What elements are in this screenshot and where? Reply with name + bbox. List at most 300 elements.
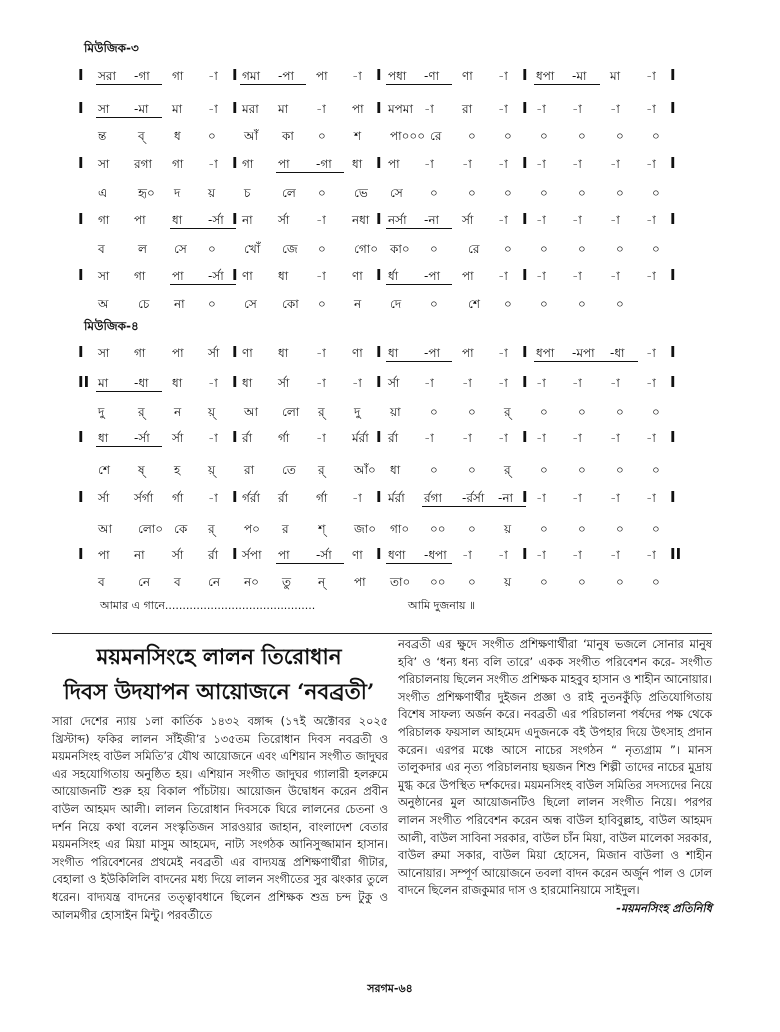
note: -া xyxy=(316,269,326,283)
lyric-syllable: গা০ xyxy=(390,522,410,536)
notation-line xyxy=(78,101,698,121)
note: পা xyxy=(98,548,110,562)
note: র্সা xyxy=(208,346,220,360)
lyric-syllable: ০ xyxy=(578,129,586,143)
note: -া xyxy=(610,213,620,227)
note: মা xyxy=(610,69,621,83)
bar-line: II xyxy=(78,373,90,391)
notation-line xyxy=(78,375,698,395)
lyric-syllable: ০ xyxy=(430,405,438,419)
bar-line: I xyxy=(78,545,84,563)
lyric-syllable: নে xyxy=(208,575,221,589)
note: ধা xyxy=(388,346,399,360)
note: -া xyxy=(536,491,546,505)
lyric-syllable: ব্ xyxy=(138,129,145,143)
lyric-syllable: আ xyxy=(244,405,258,419)
note: নধা xyxy=(352,213,370,227)
notation-line xyxy=(78,212,698,232)
note: -মা xyxy=(134,102,149,116)
lyric-syllable: ধ xyxy=(174,129,181,143)
lyric-syllable: ০ xyxy=(652,242,660,256)
lyric-syllable: জা০ xyxy=(354,522,377,536)
note: -া xyxy=(646,376,656,390)
bar-line: I xyxy=(376,210,382,228)
bar-line: I xyxy=(232,154,238,172)
note: -া xyxy=(208,431,218,445)
lyric-syllable: হৃ০ xyxy=(138,186,155,200)
headline-line-1: ময়মনসিংহে লালন তিরোধান xyxy=(96,645,342,670)
lyric-syllable: ন xyxy=(174,405,182,419)
note: ধা xyxy=(352,157,363,171)
note: ণা xyxy=(462,69,473,83)
article-right-text: নবব্রতী এর ক্ষুদে সংগীত প্রশিক্ষণার্থীরা ‘মানুষ ভজলে সোনার মানুষ হবি’ ও ‘ধন্য ধন্য বলি তারে’ একক সংগীত পরিবেশন করে- সংগীত পরিচালনায় ছিলেন সংগীত প্রশিক্ষক মাহবুব হাসান ও শাহীন আনোয়ার। সংগীত প্রশিক্ষণার্থীর দুইজন প্রজ্ঞা ও রাই নুতনকুঁড়ি প্রতিযোগিতায় বিশেষ সাফল্য অর্জন করে। নবব্রতী এর পরিচালনা পর্ষদের পক্ষ থেকে পরিচালক ফয়সাল আহমেদ এদুজনকে বই উপহার দিয়ে উৎসাহ প্রদান করেন। এরপর মঞ্চে আসে নাচের সংগঠন “ নৃত্যগ্রাম ”। মানস তালুকদার এর নৃত্য পরিচালনায় ছয়জন শিশু শিল্পী তাদের নাচের মুদ্রায় মুগ্ধ করে উপস্থিত দর্শকদের। ময়মনসিংহ বাউল সমিতির সদস্যদের নিয়ে অনুষ্ঠানের মুল আয়োজনটিও ছিলো লালন সংগীত নিয়ে। পরপর লালন সংগীত পরিবেশন করেন অন্ধ বাউল হাবিবুল্লাহ, বাউল আহমদ আলী, বাউল সাবিনা সরকার, বাউল চাঁন মিয়া, বাউল মালেকা সরকার, বাউল রুমা সকার, বাউল মিয়া হোসেন, মিজান বাউলা ও শাহীন আনোয়ার। সম্পূর্ণ আয়োজনে তবলা বাদন করেন অর্জুন পাল ও ঢোল বাদনে ছিলেন রাজকুমার দাস ও হারমোনিয়ামে সাইদুল। xyxy=(398,638,712,898)
closing-line-right: আমি দুজনায় ॥ xyxy=(408,599,476,612)
note: না xyxy=(242,213,253,227)
lyric-syllable: ০ xyxy=(616,242,624,256)
note: -া xyxy=(462,431,472,445)
note-underline xyxy=(240,84,306,85)
note: ধপা xyxy=(536,69,555,83)
note: -া xyxy=(424,102,434,116)
bar-line: I xyxy=(376,488,382,506)
bar-line: I xyxy=(670,66,676,84)
bar-line: I xyxy=(670,343,676,361)
lyric-syllable: ০ xyxy=(504,129,512,143)
bar-line: I xyxy=(78,488,84,506)
note: -া xyxy=(498,548,508,562)
lyric-syllable: ০ xyxy=(468,522,476,536)
notation-line xyxy=(78,345,698,365)
note: -া xyxy=(462,157,472,171)
note: পা xyxy=(316,69,328,83)
lyric-syllable: ০ xyxy=(578,463,586,477)
lyric-syllable: ০ xyxy=(616,297,624,311)
bar-line: I xyxy=(78,210,84,228)
lyric-syllable: চে xyxy=(138,297,150,311)
lyric-syllable: আঁ০ xyxy=(354,463,376,477)
note-underline xyxy=(386,284,452,285)
lyric-syllable: দু xyxy=(354,405,361,419)
lyric-syllable: তু xyxy=(282,575,292,589)
note: -া xyxy=(316,431,326,445)
note: -া xyxy=(610,431,620,445)
lyric-syllable: কা xyxy=(282,129,294,143)
bar-line: I xyxy=(670,99,676,117)
note: র্রা xyxy=(242,431,253,445)
lyric-line xyxy=(78,128,698,148)
note: -া xyxy=(352,69,362,83)
bar-line: I xyxy=(670,428,676,446)
lyric-syllable: ব xyxy=(174,575,181,589)
lyric-line xyxy=(78,241,698,261)
note: ণা xyxy=(352,346,363,360)
bar-line: I xyxy=(522,154,528,172)
note: ধপা xyxy=(536,346,555,360)
section-divider xyxy=(52,633,712,634)
note: -া xyxy=(572,376,582,390)
note: পা xyxy=(172,269,184,283)
lyric-syllable: য়া xyxy=(390,405,401,419)
note: -না xyxy=(424,213,439,227)
lyric-syllable: শ xyxy=(354,129,362,143)
note: র্সা xyxy=(388,376,400,390)
note: -র্রর্সা xyxy=(462,491,485,505)
lyric-syllable: ল xyxy=(138,242,147,256)
note: -া xyxy=(316,346,326,360)
lyric-syllable: দ xyxy=(174,186,181,200)
lyric-syllable: ধা xyxy=(390,463,401,477)
note: -া xyxy=(498,376,508,390)
note: -া xyxy=(208,157,218,171)
note: পা xyxy=(388,157,400,171)
note: -া xyxy=(610,157,620,171)
lyric-syllable: ০ xyxy=(430,186,438,200)
note: ধা xyxy=(172,213,183,227)
note: -া xyxy=(572,491,582,505)
lyric-syllable: য় xyxy=(504,575,512,589)
lyric-syllable: ০ xyxy=(504,242,512,256)
lyric-syllable: ০ xyxy=(318,297,326,311)
note: গা xyxy=(134,269,146,283)
lyric-syllable: র্ xyxy=(318,463,325,477)
lyric-syllable: ০ xyxy=(540,463,548,477)
note: র্গা xyxy=(172,491,184,505)
note: র্রা xyxy=(278,491,289,505)
lyric-syllable: ০ xyxy=(652,186,660,200)
bar-line: I xyxy=(232,373,238,391)
note: র্সা xyxy=(462,213,474,227)
note: পা xyxy=(462,269,474,283)
note: -া xyxy=(610,269,620,283)
lyric-syllable: সে xyxy=(390,186,403,200)
bar-line: I xyxy=(232,99,238,117)
lyric-syllable: ভে xyxy=(354,186,368,200)
note: গা xyxy=(172,157,184,171)
note: -া xyxy=(572,157,582,171)
lyric-line xyxy=(78,404,698,424)
note: পা xyxy=(352,102,364,116)
notation-line xyxy=(78,490,698,510)
bar-line: I xyxy=(232,488,238,506)
lyric-syllable: দে xyxy=(390,297,402,311)
note: ণা xyxy=(352,269,363,283)
bar-line: II xyxy=(670,545,682,563)
note: র্রা xyxy=(208,548,219,562)
lyric-line xyxy=(78,521,698,541)
lyric-syllable: র্ xyxy=(504,405,511,419)
note: ধা xyxy=(98,431,109,445)
note: -া xyxy=(610,548,620,562)
lyric-syllable: ব xyxy=(98,242,105,256)
lyric-syllable: ০ xyxy=(652,463,660,477)
lyric-syllable: আঁ xyxy=(244,129,258,143)
note: -া xyxy=(316,213,326,227)
note: সরা xyxy=(98,69,117,83)
lyric-syllable: য়্ xyxy=(208,405,216,419)
lyric-syllable: জে xyxy=(282,242,298,256)
note: মরা xyxy=(242,102,259,116)
notation-line xyxy=(78,156,698,176)
note-underline xyxy=(96,84,162,85)
lyric-syllable: ০ xyxy=(468,463,476,477)
note: -া xyxy=(572,548,582,562)
note: -া xyxy=(646,431,656,445)
note: সা xyxy=(98,269,110,283)
bar-line: I xyxy=(232,343,238,361)
lyric-syllable: ০ xyxy=(468,129,476,143)
lyric-syllable: আ xyxy=(98,522,112,536)
note: -র্সা xyxy=(208,269,224,283)
lyric-syllable: ০ xyxy=(318,129,326,143)
bar-line: I xyxy=(232,210,238,228)
note: ণা xyxy=(352,548,363,562)
bar-line: I xyxy=(670,210,676,228)
lyric-syllable: ০ xyxy=(578,242,586,256)
note: -া xyxy=(536,376,546,390)
note: র্ধা xyxy=(388,269,399,283)
note: -া xyxy=(498,346,508,360)
note-underline xyxy=(422,506,526,507)
note: -া xyxy=(316,102,326,116)
lyric-syllable: ০ xyxy=(616,522,624,536)
section-title: মিউজিক-৪ xyxy=(84,319,139,333)
note: মা xyxy=(172,102,183,116)
note: -া xyxy=(352,491,362,505)
note: -া xyxy=(536,102,546,116)
bar-line: I xyxy=(670,154,676,172)
note: -গা xyxy=(134,69,150,83)
lyric-syllable: ০ xyxy=(318,242,326,256)
note: -া xyxy=(610,102,620,116)
article-left-text: সারা দেশের ন্যায় ১লা কার্তিক ১৪৩২ বঙ্গাব্দ (১৭ই অক্টোবর ২০২৫ খ্রিস্টাব্দ) ফকির লালন সাঁইজী’র ১৩৫তম তিরোধান দিবস নবব্রতী ও ময়মনসিংহ বাউল সমিতি’র যৌথ আয়োজনে এবং এশিয়ান সংগীত জাদুঘর এর সহযোগিতায় অনুষ্ঠিত হয়। এশিয়ান সংগীত জাদুঘর গ্যালারী হলরুমে আয়োজনটি শুরু হয় বিকাল পাঁচটায়। আয়োজন উদ্বোধন করেন প্রবীন বাউল আহমদ আলী। লালন তিরোধান দিবসকে ঘিরে লালনের চেতনা ও দর্শন নিয়ে কথা বলেন সংস্কৃতিজন সারওয়ার জাহান, বাংলাদেশ বেতার ময়মনসিংহ এর মিয়া মাসুম আহমেদ, নাট্য সংগঠক আনিসুজ্জামান হাসান। সংগীত পরিবেশনের প্রথমেই নবব্রতী এর বাদ্যযন্ত্র প্রশিক্ষণার্থীরা গীটার, বেহালা ও ইউকিলিলি বাদনের মধ্য দিয়ে লালন সংগীতের সুর ঝংকার তুলে ধরেন। বাদ্যযন্ত্র বাদনের তত্ত্বাবধানে ছিলেন প্রশিক্ষক শুভ্র চন্দ টুকু ও আলমগীর হোসাইন মিন্টু। পরবর্তীতে xyxy=(52,715,388,922)
bar-line: I xyxy=(522,488,528,506)
note: -ধা xyxy=(610,346,625,360)
note: -র্সা xyxy=(134,431,150,445)
note: র্গা xyxy=(278,431,290,445)
article-left-column xyxy=(52,713,388,924)
bar-line: I xyxy=(376,343,382,361)
lyric-syllable: সে xyxy=(244,297,257,311)
lyric-syllable: র্ xyxy=(504,463,511,477)
bar-line: I xyxy=(232,428,238,446)
note: -া xyxy=(646,548,656,562)
lyric-syllable: ০ xyxy=(208,297,216,311)
lyric-syllable: ০ xyxy=(540,297,548,311)
bar-line: I xyxy=(376,154,382,172)
bar-line: I xyxy=(522,66,528,84)
note: -া xyxy=(498,102,508,116)
note: ধা xyxy=(172,376,183,390)
lyric-syllable: ০ xyxy=(578,297,586,311)
note: পধা xyxy=(388,69,407,83)
note-underline xyxy=(386,361,452,362)
lyric-syllable: রে xyxy=(468,242,480,256)
article-right-column xyxy=(398,636,712,918)
note: -া xyxy=(646,346,656,360)
lyric-syllable: ব xyxy=(98,575,105,589)
note: নর্সা xyxy=(388,213,407,227)
note-underline xyxy=(276,172,344,173)
note: পা xyxy=(278,548,290,562)
note: ধা xyxy=(278,346,289,360)
lyric-syllable: ষ্ xyxy=(138,463,145,477)
note: পা xyxy=(278,157,290,171)
lyric-syllable: র্ xyxy=(138,405,145,419)
lyric-syllable: লো০ xyxy=(138,522,164,536)
notation-line xyxy=(78,430,698,450)
note: -া xyxy=(498,157,508,171)
lyric-syllable: তা০ xyxy=(390,575,411,589)
note: র্সর্গা xyxy=(134,491,154,505)
note: -পা xyxy=(278,69,294,83)
note: মা xyxy=(278,102,289,116)
notation-line xyxy=(78,268,698,288)
note: র্মর্রা xyxy=(388,491,405,505)
note: -া xyxy=(316,376,326,390)
note: -া xyxy=(646,157,656,171)
headline-line-2: দিবস উদযাপন আয়োজনে ‘নবব্রতী’ xyxy=(63,680,375,705)
note: রগা xyxy=(134,157,152,171)
note: র্গর্রা xyxy=(242,491,260,505)
lyric-syllable: সে xyxy=(174,242,187,256)
note: ণা xyxy=(242,346,253,360)
lyric-syllable: য় xyxy=(504,522,512,536)
lyric-syllable: ০ xyxy=(430,297,438,311)
lyric-syllable: ০ xyxy=(540,575,548,589)
note-underline xyxy=(96,117,162,118)
note: -া xyxy=(572,431,582,445)
note-underline xyxy=(96,391,162,392)
note-underline xyxy=(170,284,236,285)
lyric-syllable: ন০ xyxy=(244,575,259,589)
lyric-syllable: তে xyxy=(282,463,296,477)
note: -র্সা xyxy=(316,548,332,562)
bar-line: I xyxy=(522,266,528,284)
page-number: সরগম-৬৪ xyxy=(367,982,413,995)
note-underline xyxy=(386,563,452,564)
bar-line: I xyxy=(78,343,84,361)
note: গা xyxy=(172,69,184,83)
note: সা xyxy=(98,157,110,171)
lyric-syllable: ন xyxy=(354,297,362,311)
bar-line: I xyxy=(78,66,84,84)
note: র্সা xyxy=(278,213,290,227)
note: গা xyxy=(242,157,254,171)
note-underline xyxy=(276,563,344,564)
bar-line: I xyxy=(522,343,528,361)
lyric-syllable: নে xyxy=(138,575,151,589)
lyric-syllable: ০ xyxy=(616,575,624,589)
lyric-syllable: ০০ xyxy=(430,522,446,536)
lyric-syllable: ০ xyxy=(616,463,624,477)
lyric-syllable: ০ xyxy=(430,242,438,256)
note: র্সা xyxy=(172,548,184,562)
bar-line: I xyxy=(232,266,238,284)
lyric-syllable: র্ xyxy=(318,405,325,419)
note: ণা xyxy=(242,269,253,283)
lyric-syllable: শ্ xyxy=(318,522,326,536)
note-underline xyxy=(386,228,452,229)
lyric-syllable: প০ xyxy=(244,522,260,536)
lyric-syllable: ০ xyxy=(504,297,512,311)
lyric-syllable: পা০০০ xyxy=(390,129,426,143)
note: র্সা xyxy=(278,376,290,390)
note: ধা xyxy=(242,376,253,390)
note: গমা xyxy=(242,69,261,83)
note: গা xyxy=(98,213,110,227)
bar-line: I xyxy=(522,99,528,117)
lyric-syllable: ০ xyxy=(318,186,326,200)
lyric-syllable: কে xyxy=(174,522,188,536)
lyric-syllable: য় xyxy=(208,186,216,200)
note-underline xyxy=(386,84,452,85)
lyric-syllable: চ xyxy=(244,186,251,200)
bar-line: I xyxy=(522,428,528,446)
lyric-syllable: পা xyxy=(354,575,366,589)
note: -র্সা xyxy=(208,213,224,227)
note: -া xyxy=(424,157,434,171)
note: -া xyxy=(352,376,362,390)
lyric-syllable: য়্ xyxy=(208,463,216,477)
note: -া xyxy=(498,269,508,283)
note: রা xyxy=(462,102,473,116)
note: -া xyxy=(536,431,546,445)
lyric-syllable: না xyxy=(174,297,185,311)
note-underline xyxy=(534,361,638,362)
note: -ধা xyxy=(134,376,149,390)
note: -া xyxy=(498,213,508,227)
note: পা xyxy=(172,346,184,360)
note: সা xyxy=(98,102,110,116)
lyric-syllable: ০ xyxy=(430,463,438,477)
note: -া xyxy=(572,102,582,116)
note: -া xyxy=(424,431,434,445)
note: গা xyxy=(134,346,146,360)
note: -া xyxy=(646,69,656,83)
note: ধণা xyxy=(388,548,406,562)
note: পা xyxy=(462,346,474,360)
lyric-syllable: ০ xyxy=(540,405,548,419)
lyric-syllable: ০ xyxy=(578,186,586,200)
lyric-syllable: লে xyxy=(282,186,296,200)
bar-line: I xyxy=(78,154,84,172)
bar-line: I xyxy=(78,266,84,284)
note-underline xyxy=(96,446,162,447)
lyric-syllable: কো xyxy=(282,297,299,311)
lyric-syllable: ০ xyxy=(208,129,216,143)
bar-line: I xyxy=(522,373,528,391)
lyric-syllable: ন্ত xyxy=(98,129,107,143)
bar-line: I xyxy=(670,488,676,506)
note: -া xyxy=(462,548,472,562)
note: না xyxy=(134,548,145,562)
bar-line: I xyxy=(232,545,238,563)
note-underline xyxy=(534,84,600,85)
note: মপমা xyxy=(388,102,413,116)
note: র্সা xyxy=(172,431,184,445)
bar-line: I xyxy=(376,266,382,284)
note: মা xyxy=(98,376,109,390)
section-title: মিউজিক-৩ xyxy=(84,41,139,55)
note: -া xyxy=(208,102,218,116)
note: -গা xyxy=(316,157,332,171)
lyric-syllable: ০০ xyxy=(430,575,446,589)
lyric-syllable: ০ xyxy=(540,186,548,200)
note: -া xyxy=(424,376,434,390)
note: -া xyxy=(462,376,472,390)
lyric-syllable: গো০ xyxy=(354,242,379,256)
lyric-syllable: ০ xyxy=(652,522,660,536)
